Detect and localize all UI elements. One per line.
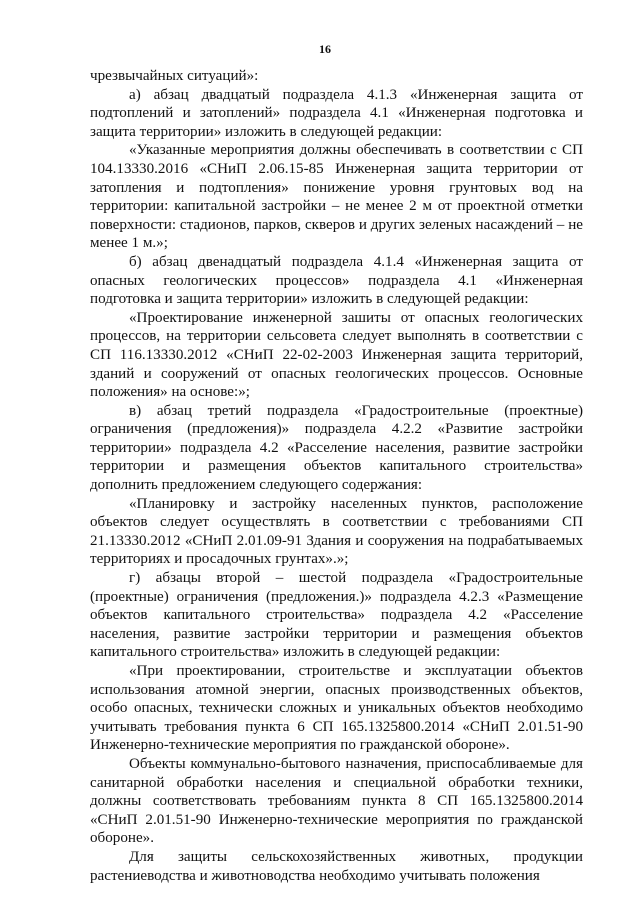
document-body <box>90 67 583 885</box>
paragraph-item-v: в) абзац третий подраздела «Градостроительные (проектные) ограничения (предложения)» подраздела 4.2.2 «Развитие застройки территории» подраздела 4.2 «Расселение населения, развитие застройки территории и размещения объектов капитального строительства» дополнить предложением следующего содержания: <box>90 402 583 494</box>
paragraph-item-b: б) абзац двенадцатый подраздела 4.1.4 «Инженерная защита от опасных геологических процессов» подраздела 4.1 «Инженерная подготовка и защита территории» изложить в следующей редакции: <box>90 253 583 308</box>
paragraph-quote-v: «Планировку и застройку населенных пунктов, расположение объектов следует осуществлять в соответствии с требованиями СП 21.13330.2012 «СНиП 2.01.09-91 Здания и сооружения на подрабатываемых территориях и просадочных грунтах».»; <box>90 495 583 568</box>
paragraph-quote-g-2: Объекты коммунально-бытового назначения, приспосабливаемые для санитарной обработки населения и специальной обработки техники, должны соответствовать требованиям пункта 8 СП 165.1325800.2014 «СНиП 2.01.51-90 Инженерно-технические мероприятия по гражданской обороне». <box>90 755 583 847</box>
paragraph-quote-a: «Указанные мероприятия должны обеспечивать в соответствии с СП 104.13330.2016 «СНиП 2.06.15-85 Инженерная защита территории от затопления и подтопления» понижение уровня грунтовых вод на территории: капитальной застройки – не менее 2 м от проектной отметки поверхности: стадионов, парков, скверов и других зеленых насаждений – не менее 1 м.»; <box>90 142 583 252</box>
paragraph-quote-b: «Проектирование инженерной зашиты от опасных геологических процессов, на территории сельсовета следует выполнять в соответствии с СП 116.13330.2012 «СНиП 22-02-2003 Инженерная защита территорий, зданий и сооружений от опасных геологических процессов. Основные положения» на основе:»; <box>90 309 583 401</box>
paragraph-continuation: чрезвычайных ситуаций»: <box>90 68 259 84</box>
paragraph-item-a: а) абзац двадцатый подраздела 4.1.3 «Инженерная защита от подтоплений и затоплений» подраздела 4.1 «Инженерная подготовка и защита территории» изложить в следующей редакции: <box>90 86 583 140</box>
page-number: 16 <box>319 42 331 56</box>
paragraph-quote-g-1: «При проектировании, строительстве и эксплуатации объектов использования атомной энергии, опасных производственных объектов, особо опасных, технически сложных и уникальных объектов необходимо учитывать требования пункта 6 СП 165.1325800.2014 «СНиП 2.01.51-90 Инженерно-технические мероприятия по гражданской обороне». <box>90 663 583 754</box>
paragraph-quote-g-3: Для защиты сельскохозяйственных животных, продукции растениеводства и животноводства необходимо учитывать положения <box>90 848 583 884</box>
paragraph-item-g: г) абзацы второй – шестой подраздела «Градостроительные (проектные) ограничения (предложения.)» подраздела 4.2.3 «Размещение объектов капитального строительства» подраздела 4.2 «Расселение населения, развитие застройки территории и размещения объектов капитального строительства» изложить в следующей редакции: <box>90 570 583 661</box>
